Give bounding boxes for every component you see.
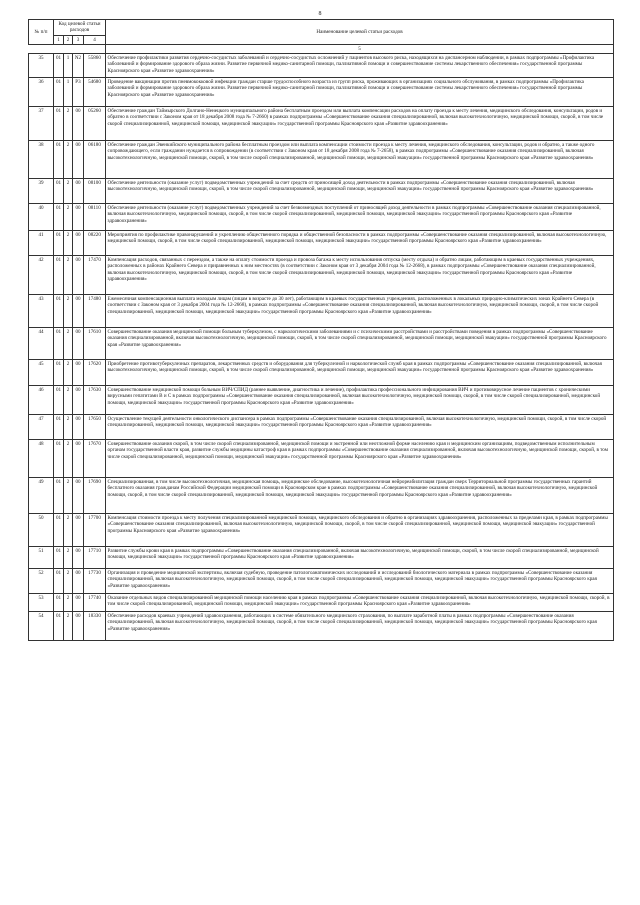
article-name: Обеспечение деятельности (оказание услуг) подведомственных учреждений за счет безвозмездных поступлений от приносящей доход деятельности в рамках подпрограммы «Совершенствование оказания специализированной, включая высокотехнологичную, медицинской помощи, скорой, в том числе скорой специализированной, медицинской помощи, медицинской эвакуации» государственной программы Красноярского края «Развитие здравоохранения»: [106, 204, 614, 231]
code-part-3: 00: [73, 141, 84, 179]
article-name: Организация и проведение медицинской экспертизы, включая судебную, проведение патологоанатомических исследований и исследований биологического материала в рамках подпрограммы «Совершенствование оказания специализированной, включая высокотехнологичную, медицинской помощи, скорой, в том числе скорой специализированной, медицинской помощи, медицинской эвакуации» государственной программы Красноярского края «Развитие здравоохранения»: [106, 569, 614, 594]
row-number: 41: [29, 231, 54, 256]
table-row: [29, 514, 614, 547]
table-row: [29, 54, 614, 78]
code-part-2: 2: [64, 141, 73, 179]
code-part-4: 17670: [84, 440, 106, 478]
code-part-2: 2: [64, 478, 73, 514]
table-row: [29, 547, 614, 569]
code-part-1: 01: [54, 328, 64, 360]
code-part-2: 2: [64, 328, 73, 360]
row-number: 51: [29, 547, 54, 569]
col-number: 4: [84, 35, 106, 44]
code-part-4: 54680: [84, 78, 106, 107]
code-part-4: 17610: [84, 328, 106, 360]
code-part-2: 2: [64, 295, 73, 328]
code-part-1: 01: [54, 204, 64, 231]
code-part-3: 00: [73, 569, 84, 594]
code-part-1: 01: [54, 569, 64, 594]
article-name: Ежемесячная компенсационная выплата молодым лицам (лицам в возрасте до 30 лет), работающим в краевых государственных учреждениях, расположенных в локальных природно-климатических зонах Крайнего Севера (в соответствии с Законом края от 3 декабря 2004 года № 12-2668), в рамках подпрограммы «Совершенствование оказания специализированной, включая высокотехнологичную, медицинской помощи, скорой, в том числе скорой специализированной, медицинской помощи, медицинской эвакуации» государственной программы Красноярского края «Развитие здравоохранения»: [106, 295, 614, 328]
code-part-3: 00: [73, 328, 84, 360]
row-number: 52: [29, 569, 54, 594]
page-number: 8: [318, 11, 322, 17]
code-part-1: 01: [54, 415, 64, 440]
row-number: 43: [29, 295, 54, 328]
code-part-4: 18330: [84, 612, 106, 641]
code-part-2: 2: [64, 204, 73, 231]
article-name: Мероприятия по профилактике правонарушений и укреплению общественного порядка и общественной безопасности в рамках подпрограммы «Совершенствование оказания специализированной, включая высокотехнологичную, медицинской помощи, скорой, в том числе скорой специализированной, медицинской помощи, медицинской эвакуации» государственной программы Красноярского края «Развитие здравоохранения»: [106, 231, 614, 256]
code-part-1: 01: [54, 547, 64, 569]
code-part-1: 01: [54, 514, 64, 547]
table-row: [29, 594, 614, 612]
article-name: Компенсация расходов, связанных с переездом, а также на оплату стоимости проезда и провоза багажа к месту использования отпуска (месту отдыха) и обратно лицам, работающим в краевых государственных учреждениях, расположенных в районах Крайнего Севера и приравненных к ним местностях (в соответствии с Законом края от 3 декабря 2004 года № 12-2668), в рамках подпрограммы «Совершенствование оказания специализированной, включая высокотехнологичную, медицинской помощи, скорой, в том числе скорой специализированной, медицинской помощи, медицинской эвакуации» государственной программы Красноярского края «Развитие здравоохранения»: [106, 256, 614, 295]
table-row: [29, 204, 614, 231]
code-part-3: 00: [73, 386, 84, 415]
article-name: Обеспечение профилактики развития сердечно-сосудистых заболеваний и сердечно-сосудистых осложнений у пациентов высокого риска, находящихся на диспансерном наблюдении, в рамках подпрограммы «Профилактика заболеваний и формирование здорового образа жизни. Развитие первичной медико-санитарной помощи, паллиативной помощи и совершенствование системы лекарственного обеспечения» государственной программы Красноярского края «Развитие здравоохранения»: [106, 54, 614, 78]
row-number: 47: [29, 415, 54, 440]
code-part-2: 2: [64, 179, 73, 204]
row-number: 50: [29, 514, 54, 547]
article-name: Осуществление текущей деятельности онкологического диспансера в рамках подпрограммы «Совершенствование оказания специализированной, включая высокотехнологичную, медицинской помощи, скорой, в том числе скорой специализированной, медицинской помощи, медицинской эвакуации» государственной программы Красноярского края «Развитие здравоохранения»: [106, 415, 614, 440]
code-part-1: 01: [54, 612, 64, 641]
code-part-1: 01: [54, 386, 64, 415]
code-part-4: 05260: [84, 107, 106, 141]
code-part-3: 00: [73, 179, 84, 204]
code-part-4: 17710: [84, 547, 106, 569]
table-row: [29, 569, 614, 594]
table-row: [29, 295, 614, 328]
code-part-4: 17740: [84, 594, 106, 612]
code-part-4: 17690: [84, 478, 106, 514]
code-part-3: 00: [73, 295, 84, 328]
code-part-3: 00: [73, 415, 84, 440]
code-part-3: 00: [73, 547, 84, 569]
article-name: Приобретение противотуберкулезных препаратов, лекарственных средств и оборудования для туберкулезной и наркологической служб края в рамках подпрограммы «Совершенствование оказания специализированной, включая высокотехнологичную, медицинской помощи, скорой, в том числе скорой специализированной, медицинской помощи, медицинской эвакуации» государственной программы Красноярского края «Развитие здравоохранения»: [106, 360, 614, 386]
code-part-4: 17700: [84, 514, 106, 547]
row-number: 45: [29, 360, 54, 386]
code-part-2: 2: [64, 256, 73, 295]
code-part-4: 08220: [84, 231, 106, 256]
table-row: [29, 478, 614, 514]
article-name: Совершенствование оказания медицинской помощи больным туберкулезом, с наркологическими заболеваниями и с психическими расстройствами и расстройствами поведения в рамках подпрограммы «Совершенствование оказания специализированной, включая высокотехнологичную, медицинской помощи, скорой, в том числе скорой специализированной, медицинской помощи, медицинской эвакуации» государственной программы Красноярского края «Развитие здравоохранения»: [106, 328, 614, 360]
table-row: [29, 107, 614, 141]
code-part-4: 55860: [84, 54, 106, 78]
column-number-row-name: [29, 44, 614, 53]
code-part-1: 01: [54, 440, 64, 478]
code-part-1: 01: [54, 141, 64, 179]
code-part-4: 06180: [84, 141, 106, 179]
article-name: Обеспечение деятельности (оказание услуг) подведомственных учреждений за счет средств от приносящей доход деятельности в рамках подпрограммы «Совершенствование оказания специализированной, включая высокотехнологичную, медицинской помощи, скорой, в том числе скорой специализированной, медицинской помощи, медицинской эвакуации» государственной программы Красноярского края «Развитие здравоохранения»: [106, 179, 614, 204]
row-number: 36: [29, 78, 54, 107]
table-row: [29, 360, 614, 386]
row-number: 54: [29, 612, 54, 641]
row-number: 35: [29, 54, 54, 78]
code-part-1: 01: [54, 54, 64, 78]
code-part-3: 00: [73, 204, 84, 231]
code-part-3: 00: [73, 231, 84, 256]
code-part-2: 2: [64, 514, 73, 547]
code-part-2: 2: [64, 612, 73, 641]
table-row: [29, 179, 614, 204]
table-row: [29, 440, 614, 478]
code-part-2: 2: [64, 360, 73, 386]
row-number: 53: [29, 594, 54, 612]
code-part-4: 17470: [84, 256, 106, 295]
row-number: 49: [29, 478, 54, 514]
article-name: Совершенствование медицинской помощи больным ВИЧ/СПИД (раннее выявление, диагностика и лечение), профилактика профессионального инфицирования ВИЧ и противовирусное лечение пациентов с хроническими вирусными гепатитами В и С в рамках подпрограммы «Совершенствование оказания специализированной, включая высокотехнологичную, медицинской помощи, скорой, в том числе скорой специализированной, медицинской помощи, медицинской эвакуации» государственной программы Красноярского края «Развитие здравоохранения»: [106, 386, 614, 415]
code-part-3: 00: [73, 612, 84, 641]
table-row: [29, 612, 614, 641]
article-name: Обеспечение расходов краевых учреждений здравоохранения, работающих в системе обязательного медицинского страхования, по выплате заработной платы в рамках подпрограммы «Совершенствование оказания специализированной, включая высокотехнологичную, медицинской помощи, скорой, в том числе скорой специализированной, медицинской помощи, медицинской эвакуации» государственной программы Красноярского края «Развитие здравоохранения»: [106, 612, 614, 641]
code-part-3: 00: [73, 440, 84, 478]
code-part-4: 17730: [84, 569, 106, 594]
code-part-2: 2: [64, 440, 73, 478]
table-row: [29, 386, 614, 415]
code-part-1: 01: [54, 78, 64, 107]
row-number: 37: [29, 107, 54, 141]
row-number: 44: [29, 328, 54, 360]
table-row: [29, 256, 614, 295]
code-part-2: 1: [64, 78, 73, 107]
code-part-4: 08100: [84, 179, 106, 204]
code-part-2: 2: [64, 107, 73, 141]
code-part-3: N2: [73, 54, 84, 78]
code-part-4: 17650: [84, 415, 106, 440]
row-number: 48: [29, 440, 54, 478]
table-row: [29, 78, 614, 107]
table-header-row: [29, 20, 614, 36]
article-name: Совершенствование оказания скорой, в том числе скорой специализированной, медицинской помощи и экстренной или неотложной форме населению края и медицинским организациям, подведомственным исполнительным органам государственной власти края, развитие службы медицины катастроф края в рамках подпрограммы «Совершенствование оказания специализированной, включая высокотехнологичную, медицинской помощи, скорой, в том числе скорой специализированной, медицинской помощи, медицинской эвакуации» государственной программы Красноярского края «Развитие здравоохранения»: [106, 440, 614, 478]
code-part-1: 01: [54, 360, 64, 386]
code-part-1: 01: [54, 256, 64, 295]
row-number: 46: [29, 386, 54, 415]
table-row: [29, 415, 614, 440]
article-name: Развитие службы крови края в рамках подпрограммы «Совершенствование оказания специализированной, включая высокотехнологичную, медицинской помощи, скорой, в том числе скорой специализированной, медицинской помощи, медицинской эвакуации» государственной программы Красноярского края «Развитие здравоохранения»: [106, 547, 614, 569]
article-name: Обеспечение граждан Эвенкийского муниципального района бесплатным проездом или выплата компенсации стоимости проезда к месту лечения, медицинского обследования, консультации, родов и обратно, а также одного сопровождающего, если гражданин нуждается в сопровождении (в соответствии с Законом края от 18 декабря 2008 года № 7-2658), в рамках подпрограммы «Совершенствование оказания специализированной, включая высокотехнологичную, медицинской помощи, скорой, в том числе скорой специализированной, медицинской помощи, медицинской эвакуации» государственной программы Красноярского края «Развитие здравоохранения»: [106, 141, 614, 179]
header-code: Код целевой статьи расходов: [54, 20, 106, 36]
code-part-4: 17620: [84, 360, 106, 386]
row-number: 38: [29, 141, 54, 179]
code-part-3: 00: [73, 360, 84, 386]
code-part-3: 00: [73, 107, 84, 141]
article-name: Проведение вакцинации против пневмококковой инфекции граждан старше трудоспособного возраста из групп риска, проживающих в организациях социального обслуживания, в рамках подпрограммы «Профилактика заболеваний и формирование здорового образа жизни. Развитие первичной медико-санитарной помощи, паллиативной помощи и совершенствование системы лекарственного обеспечения» государственной программы Красноярского края «Развитие здравоохранения»: [106, 78, 614, 107]
row-number: 42: [29, 256, 54, 295]
row-number: 40: [29, 204, 54, 231]
article-name: Обеспечение граждан Таймырского Долгано-Ненецкого муниципального района бесплатным проездом или выплата компенсации расходов на оплату проезда к месту лечения, медицинского обследования, консультации, родов и обратно в соответствии с Законом края от 18 декабря 2008 года № 7-2660) в рамках подпрограммы «Совершенствование оказания специализированной, включая высокотехнологичную, медицинской помощи, скорой, в том числе скорой специализированной, медицинской помощи, медицинской эвакуации» государственной программы Красноярского края «Развитие здравоохранения»: [106, 107, 614, 141]
code-part-1: 01: [54, 594, 64, 612]
code-part-1: 01: [54, 107, 64, 141]
code-part-3: P3: [73, 78, 84, 107]
code-part-4: 17480: [84, 295, 106, 328]
col-number: 2: [64, 35, 73, 44]
article-name: Оказание отдельных видов специализированной медицинской помощи населению края в рамках подпрограммы «Совершенствование оказания специализированной, включая высокотехнологичную, медицинской помощи, скорой, в том числе скорой специализированной, медицинской помощи, медицинской эвакуации» государственной программы Красноярского края «Развитие здравоохранения»: [106, 594, 614, 612]
code-part-4: 17630: [84, 386, 106, 415]
code-part-4: 08110: [84, 204, 106, 231]
header-name: Наименование целевой статьи расходов: [106, 20, 614, 45]
col-number: 1: [54, 35, 64, 44]
article-name: Компенсация стоимости проезда к месту получения специализированной медицинской помощи, медицинского обследования и обратно в организациях здравоохранения, расположенных за пределами края, в рамках подпрограммы «Совершенствование оказания специализированной, включая высокотехнологичную, медицинской помощи, скорой, в том числе скорой специализированной, медицинской помощи, медицинской эвакуации» государственной программы Красноярского края «Развитие здравоохранения»: [106, 514, 614, 547]
table-row: [29, 231, 614, 256]
code-part-3: 00: [73, 256, 84, 295]
code-part-2: 2: [64, 547, 73, 569]
code-part-2: 2: [64, 231, 73, 256]
code-part-3: 00: [73, 514, 84, 547]
row-number: 39: [29, 179, 54, 204]
code-part-1: 01: [54, 295, 64, 328]
code-part-2: 2: [64, 594, 73, 612]
header-num: № п/п: [29, 20, 54, 45]
col-number: 5: [106, 44, 614, 53]
code-part-1: 01: [54, 179, 64, 204]
code-part-2: 2: [64, 386, 73, 415]
col-number: 3: [73, 35, 84, 44]
article-name: Специализированная, в том числе высокотехнологичная, медицинская помощь, медицинское обследование, высокотехнологичная нейрореабилитация граждан сверх Территориальной программы государственных гарантий бесплатного оказания гражданам Российской Федерации медицинской помощи в Красноярском крае в рамках подпрограммы «Совершенствование оказания специализированной, включая высокотехнологичную, медицинской помощи, скорой, в том числе скорой специализированной, медицинской помощи, медицинской эвакуации» государственной программы Красноярского края «Развитие здравоохранения»: [106, 478, 614, 514]
code-part-3: 00: [73, 594, 84, 612]
code-part-1: 01: [54, 231, 64, 256]
code-part-2: 1: [64, 54, 73, 78]
code-part-3: 00: [73, 478, 84, 514]
table-row: [29, 141, 614, 179]
code-part-2: 2: [64, 415, 73, 440]
target-articles-table: [28, 19, 614, 641]
table-row: [29, 328, 614, 360]
code-part-2: 2: [64, 569, 73, 594]
code-part-1: 01: [54, 478, 64, 514]
